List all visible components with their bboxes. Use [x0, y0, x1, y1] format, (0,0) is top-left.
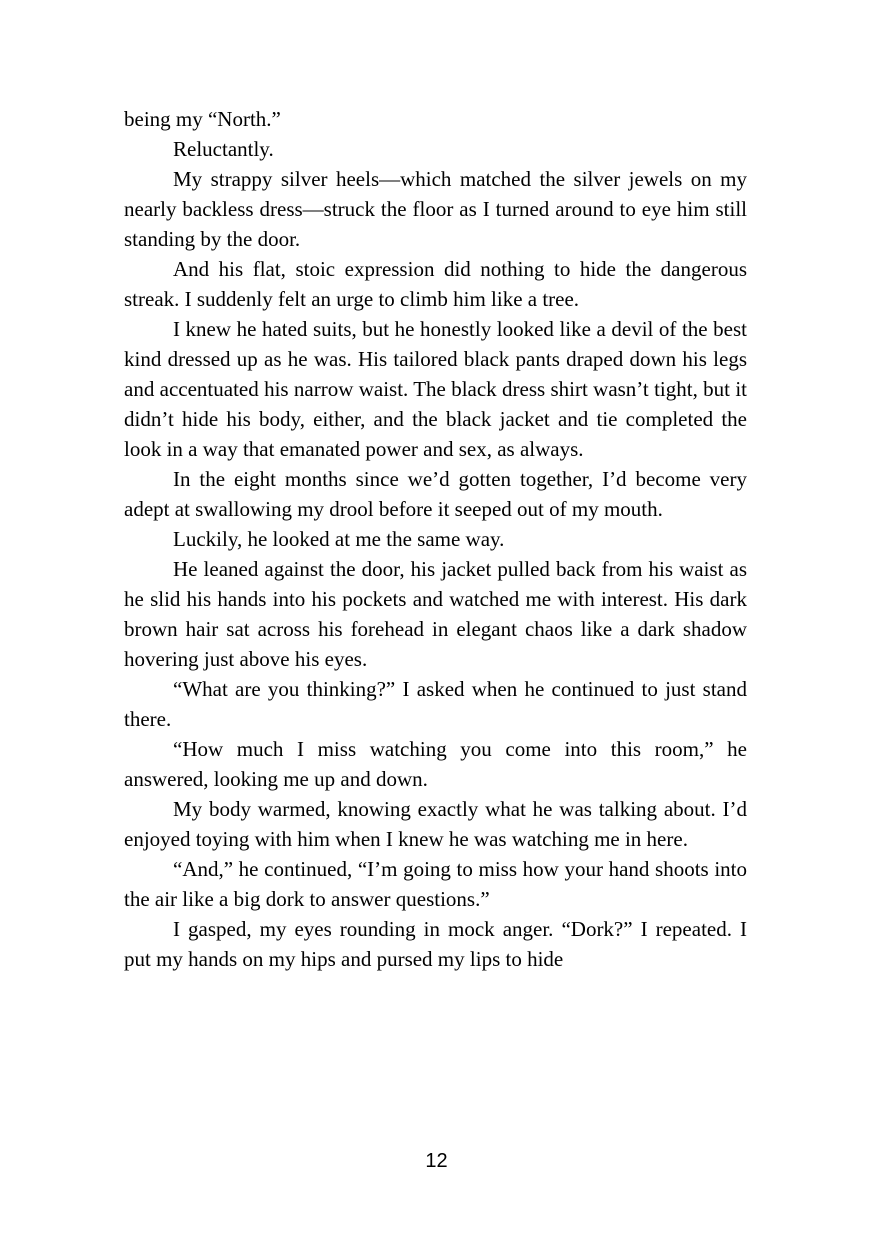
page-number: 12: [425, 1150, 448, 1172]
page-text: [124, 104, 747, 974]
paragraph: Luckily, he looked at me the same way.: [173, 527, 505, 551]
paragraph: I knew he hated suits, but he honestly looked like a devil of the best kind dressed up as he was. His tailored black pants draped down his legs and accentuated his narrow waist. The black dress shirt wasn’t tight, but it didn’t hide his body, either, and the black jacket and tie completed the look in a way that emanated power and sex, as always.: [124, 317, 747, 461]
paragraph: In the eight months since we’d gotten together, I’d become very adept at swallowing my drool before it seeped out of my mouth.: [124, 467, 747, 521]
paragraph: He leaned against the door, his jacket pulled back from his waist as he slid his hands into his pockets and watched me with interest. His dark brown hair sat across his forehead in elegant chaos like a dark shadow hovering just above his eyes.: [124, 557, 747, 671]
paragraph: “And,” he continued, “I’m going to miss how your hand shoots into the air like a big dork to answer questions.”: [124, 857, 747, 911]
paragraph: “How much I miss watching you come into this room,” he answered, looking me up and down.: [124, 737, 747, 791]
paragraph: My body warmed, knowing exactly what he was talking about. I’d enjoyed toying with him when I knew he was watching me in here.: [124, 797, 747, 851]
paragraph: Reluctantly.: [173, 137, 274, 161]
paragraph: “What are you thinking?” I asked when he continued to just stand there.: [124, 677, 747, 731]
paragraph: being my “North.”: [124, 107, 281, 131]
paragraph: And his flat, stoic expression did nothing to hide the dangerous streak. I suddenly felt an urge to climb him like a tree.: [124, 257, 747, 311]
paragraph: My strappy silver heels—which matched the silver jewels on my nearly backless dress—struck the floor as I turned around to eye him still standing by the door.: [124, 167, 747, 251]
paragraph: I gasped, my eyes rounding in mock anger. “Dork?” I repeated. I put my hands on my hips and pursed my lips to hide: [124, 917, 747, 971]
